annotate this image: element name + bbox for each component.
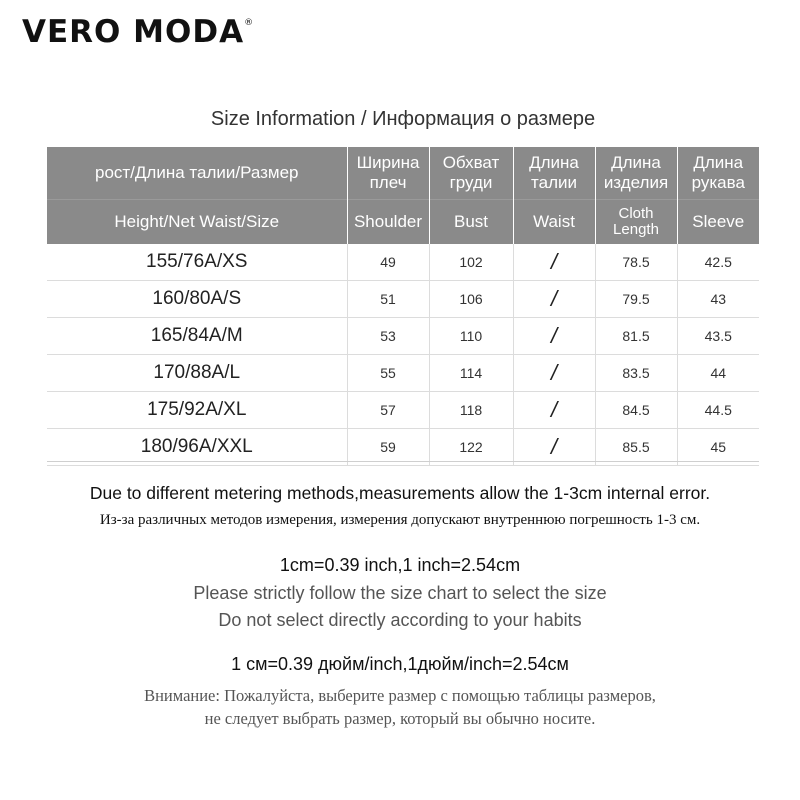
cell-cloth-length: 79.5 <box>595 281 677 318</box>
header-en-shoulder: Shoulder <box>347 200 429 245</box>
cell-cloth-length: 81.5 <box>595 318 677 355</box>
header-en-waist: Waist <box>513 200 595 245</box>
conversion-english: 1cm=0.39 inch,1 inch=2.54cm <box>279 555 521 575</box>
cell-sleeve: 45 <box>677 429 759 466</box>
cell-sleeve: 44 <box>677 355 759 392</box>
cell-shoulder: 53 <box>347 318 429 355</box>
cell-shoulder: 59 <box>347 429 429 466</box>
warning-russian-line-2: не следует выбрать размер, который вы обычно носите. <box>204 709 596 728</box>
cell-waist: / <box>513 392 595 429</box>
cell-waist: / <box>513 429 595 466</box>
cell-waist: / <box>513 355 595 392</box>
cell-size: 180/96A/XXL <box>47 429 347 466</box>
brand-logo <box>22 14 254 50</box>
header-en-size: Height/Net Waist/Size <box>47 200 347 245</box>
cell-waist: / <box>513 318 595 355</box>
cell-sleeve: 44.5 <box>677 392 759 429</box>
cell-cloth-length: 84.5 <box>595 392 677 429</box>
cell-sleeve: 42.5 <box>677 244 759 281</box>
table-row <box>47 244 759 281</box>
error-note-english: Due to different metering methods,measurements allow the 1-3cm internal error. <box>89 483 711 503</box>
header-ru-waist: Длина талии <box>513 147 595 200</box>
cell-bust: 106 <box>429 281 513 318</box>
cell-waist: / <box>513 281 595 318</box>
table-row <box>47 318 759 355</box>
header-ru-size: рост/Длина талии/Размер <box>47 147 347 200</box>
cell-cloth-length: 83.5 <box>595 355 677 392</box>
header-en-sleeve: Sleeve <box>677 200 759 245</box>
header-ru-length: Длина изделия <box>595 147 677 200</box>
error-note-russian: Из-за различных методов измерения, измерения допускают внутреннюю погрешность 1-3 см. <box>99 512 701 528</box>
cell-size: 175/92A/XL <box>47 392 347 429</box>
header-row-russian <box>47 147 759 200</box>
size-table-body <box>47 244 759 466</box>
header-ru-sleeve: Длина рукава <box>677 147 759 200</box>
table-row <box>47 392 759 429</box>
header-en-bust: Bust <box>429 200 513 245</box>
cell-shoulder: 51 <box>347 281 429 318</box>
cell-sleeve: 43.5 <box>677 318 759 355</box>
table-row <box>47 281 759 318</box>
header-ru-shoulder: Ширина плеч <box>347 147 429 200</box>
header-en-length: Cloth Length <box>595 200 677 245</box>
cell-bust: 114 <box>429 355 513 392</box>
page-title: Size Information / Информация о размере <box>210 108 596 130</box>
conversion-russian: 1 см=0.39 дюйм/inch,1дюйм/inch=2.54см <box>231 654 569 674</box>
cell-shoulder: 49 <box>347 244 429 281</box>
cell-cloth-length: 85.5 <box>595 429 677 466</box>
strict-follow-note: Please strictly follow the size chart to select the size <box>193 583 607 603</box>
cell-size: 170/88A/L <box>47 355 347 392</box>
cell-cloth-length: 78.5 <box>595 244 677 281</box>
cell-bust: 118 <box>429 392 513 429</box>
cell-sleeve: 43 <box>677 281 759 318</box>
habits-note: Do not select directly according to your habits <box>218 610 582 630</box>
cell-bust: 122 <box>429 429 513 466</box>
table-row <box>47 355 759 392</box>
cell-size: 165/84A/M <box>47 318 347 355</box>
table-bottom-divider <box>47 461 759 462</box>
cell-shoulder: 57 <box>347 392 429 429</box>
size-table <box>47 147 759 466</box>
warning-russian-line-1: Внимание: Пожалуйста, выберите размер с помощью таблицы размеров, <box>144 686 656 705</box>
cell-size: 155/76A/XS <box>47 244 347 281</box>
cell-shoulder: 55 <box>347 355 429 392</box>
cell-bust: 110 <box>429 318 513 355</box>
cell-bust: 102 <box>429 244 513 281</box>
header-ru-bust: Обхват груди <box>429 147 513 200</box>
cell-waist: / <box>513 244 595 281</box>
registered-mark: ® <box>244 18 255 28</box>
brand-name: VERO MODA <box>22 14 245 50</box>
header-row-english <box>47 200 759 245</box>
cell-size: 160/80A/S <box>47 281 347 318</box>
table-row <box>47 429 759 466</box>
